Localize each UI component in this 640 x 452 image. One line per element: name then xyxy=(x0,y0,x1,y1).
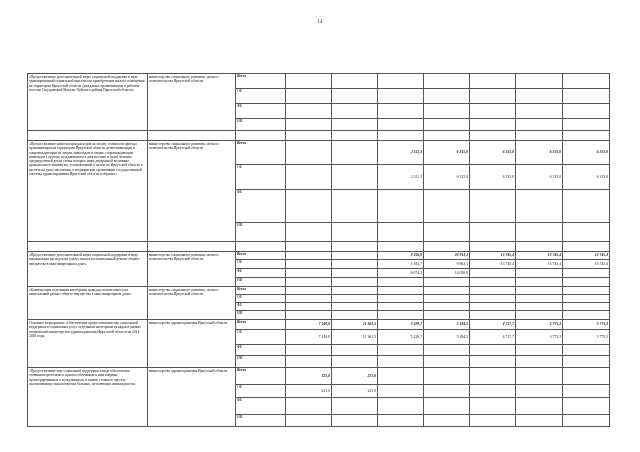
table-row xyxy=(28,320,610,330)
amount-cell xyxy=(286,89,332,104)
amount-cell xyxy=(332,74,378,89)
amount-cell xyxy=(470,345,516,356)
amount-cell xyxy=(563,190,610,223)
amount-cell: 3 775,3 xyxy=(563,320,610,330)
amount-cell: 3 182,7 xyxy=(378,260,424,269)
amount-cell xyxy=(424,295,470,303)
amount-cell xyxy=(424,104,470,119)
amount-cell xyxy=(332,398,378,415)
amount-cell xyxy=(286,345,332,356)
amount-cell xyxy=(516,104,563,119)
amount-cell xyxy=(424,278,470,287)
empty-cell xyxy=(563,131,610,141)
amount-cell xyxy=(563,278,610,287)
amount-cell xyxy=(470,303,516,311)
amount-cell: 6 315,0 xyxy=(516,141,563,165)
row-gap xyxy=(28,242,610,252)
funding-source: ИИ xyxy=(236,119,286,131)
amount-cell xyxy=(332,311,378,320)
amount-cell xyxy=(516,269,563,278)
amount-cell xyxy=(286,278,332,287)
funding-source: ОБ xyxy=(236,165,286,190)
executor-name: министерство социального развития, опеки и попечительства Иркутской области xyxy=(148,141,236,242)
funding-source: ФБ xyxy=(236,303,286,311)
amount-cell xyxy=(286,415,332,427)
funding-source: ФБ xyxy=(236,190,286,223)
amount-cell: 221,0 xyxy=(332,368,378,385)
amount-cell xyxy=(563,385,610,398)
empty-cell xyxy=(470,242,516,252)
amount-cell xyxy=(470,398,516,415)
amount-cell xyxy=(424,119,470,131)
measure-description: «Предоставление компенсации расходов на оплату стоимости проезда проживающим на территории Иркутской области детям-инвалидам и сопровождающим их лицам, инвалидам и лицам, сопровождающим инвалидов I группы, нуждающимся в диагностике и (или) лечении, среднедушевой доход семьи которых ниже двукратной величины прожиточного минимума, установленной в целом по Иркутской области в расчете на душу населения, в медицинские организации государственной системы здравоохранения Иркутской области и обратно» xyxy=(28,141,148,242)
funding-source: Всего xyxy=(236,141,286,165)
amount-cell: 7 149,0 xyxy=(286,330,332,345)
amount-cell xyxy=(470,278,516,287)
amount-cell xyxy=(470,385,516,398)
amount-cell xyxy=(378,190,424,223)
amount-cell xyxy=(332,415,378,427)
amount-cell xyxy=(424,345,470,356)
amount-cell xyxy=(563,223,610,242)
funding-source: Всего xyxy=(236,368,286,385)
amount-cell xyxy=(470,223,516,242)
amount-cell: 11 361,5 xyxy=(332,330,378,345)
amount-cell: 9 863,1 xyxy=(424,260,470,269)
amount-cell xyxy=(332,104,378,119)
amount-cell xyxy=(378,415,424,427)
amount-cell xyxy=(516,356,563,368)
amount-cell: 13 745,4 xyxy=(470,252,516,260)
funding-source: Всего xyxy=(236,74,286,89)
empty-cell xyxy=(148,131,236,141)
funding-source: Всего xyxy=(236,252,286,260)
amount-cell xyxy=(378,278,424,287)
executor-name: министерство социального развития, опеки и попечительства Иркутской области xyxy=(148,287,236,320)
amount-cell: 5 184,5 xyxy=(424,330,470,345)
funding-source: ОБ xyxy=(236,89,286,104)
executor-name: министерство здравоохранения Иркутской области xyxy=(148,368,236,427)
funding-source: ОБ xyxy=(236,330,286,345)
amount-cell xyxy=(470,190,516,223)
amount-cell: 5 229,7 xyxy=(378,330,424,345)
amount-cell xyxy=(424,385,470,398)
empty-cell xyxy=(516,131,563,141)
amount-cell xyxy=(563,104,610,119)
amount-cell xyxy=(424,368,470,385)
measure-description: Основное мероприятие «Обеспечение предоставления мер социальной поддержки и социальных услуг отдельным категориям граждан в рамках полномочий министерства здравоохранения Иркутской области на 2014-2020 годы xyxy=(28,320,148,368)
amount-cell: 221,0 xyxy=(332,385,378,398)
amount-cell xyxy=(378,398,424,415)
funding-source: ФБ xyxy=(236,398,286,415)
amount-cell xyxy=(563,119,610,131)
amount-cell: 6 315,0 xyxy=(424,165,470,190)
amount-cell xyxy=(378,356,424,368)
amount-cell xyxy=(516,311,563,320)
measure-description: «Предоставление дополнительной меры социальной поддержки в виде единовременной социальной выплаты на приобретение жилого помещения на территории Иркутской области гражданам, проживающим в рабочем поселке Сидоровский Мамско-Чуйского района Иркутской области» xyxy=(28,74,148,131)
amount-cell: 6 315,0 xyxy=(516,165,563,190)
executor-name: министерство социального развития, опеки и попечительства Иркутской области xyxy=(148,252,236,287)
amount-cell xyxy=(332,89,378,104)
amount-cell xyxy=(470,89,516,104)
amount-cell xyxy=(516,119,563,131)
amount-cell: 13 745,4 xyxy=(516,252,563,260)
funding-source: ИИ xyxy=(236,223,286,242)
funding-source: Всего xyxy=(236,287,286,295)
amount-cell: 6 315,0 xyxy=(563,141,610,165)
amount-cell xyxy=(470,295,516,303)
amount-cell: 11 361,5 xyxy=(332,320,378,330)
amount-cell xyxy=(516,303,563,311)
amount-cell: 221,0 xyxy=(286,385,332,398)
amount-cell xyxy=(563,295,610,303)
empty-cell xyxy=(470,131,516,141)
amount-cell: 3 775,3 xyxy=(516,320,563,330)
amount-cell xyxy=(332,141,378,165)
amount-cell xyxy=(378,89,424,104)
amount-cell xyxy=(470,269,516,278)
empty-cell xyxy=(28,131,148,141)
amount-cell xyxy=(563,303,610,311)
amount-cell xyxy=(516,287,563,295)
amount-cell xyxy=(424,356,470,368)
amount-cell xyxy=(332,190,378,223)
empty-cell xyxy=(236,131,286,141)
amount-cell xyxy=(286,141,332,165)
amount-cell xyxy=(332,345,378,356)
amount-cell xyxy=(516,190,563,223)
amount-cell xyxy=(286,260,332,269)
amount-cell: 3 775,3 xyxy=(563,330,610,345)
amount-cell: 4 717,7 xyxy=(470,320,516,330)
amount-cell: 13 745,4 xyxy=(516,260,563,269)
amount-cell: 6 315,0 xyxy=(563,165,610,190)
amount-cell xyxy=(516,223,563,242)
amount-cell xyxy=(563,287,610,295)
funding-source: ИИ xyxy=(236,356,286,368)
amount-cell xyxy=(332,269,378,278)
amount-cell xyxy=(424,311,470,320)
amount-cell xyxy=(563,74,610,89)
amount-cell xyxy=(563,345,610,356)
amount-cell xyxy=(332,223,378,242)
amount-cell: 9 256,9 xyxy=(378,252,424,260)
amount-cell: 6 315,0 xyxy=(424,141,470,165)
empty-cell xyxy=(286,131,332,141)
amount-cell xyxy=(286,223,332,242)
amount-cell xyxy=(516,368,563,385)
table-row xyxy=(28,252,610,260)
amount-cell xyxy=(563,368,610,385)
amount-cell xyxy=(378,385,424,398)
funding-source: ФБ xyxy=(236,345,286,356)
amount-cell xyxy=(424,398,470,415)
amount-cell xyxy=(378,311,424,320)
amount-cell xyxy=(563,269,610,278)
amount-cell xyxy=(563,415,610,427)
amount-cell xyxy=(286,104,332,119)
amount-cell xyxy=(470,311,516,320)
amount-cell xyxy=(470,356,516,368)
amount-cell xyxy=(286,356,332,368)
amount-cell xyxy=(424,303,470,311)
empty-cell xyxy=(286,242,332,252)
amount-cell xyxy=(332,303,378,311)
amount-cell xyxy=(286,287,332,295)
funding-source: ИИ xyxy=(236,278,286,287)
amount-cell: 13 745,4 xyxy=(470,260,516,269)
measure-description: «Предоставление мер социальной поддержки в виде обеспечения стомными протезами и приспособлениями к ним впервые прооперированных и нуждающихся в замене стомного протеза паллиативному онкологически больных, не имеющих инвалидности» xyxy=(28,368,148,427)
amount-cell xyxy=(424,415,470,427)
amount-cell xyxy=(516,385,563,398)
amount-cell: 13 745,4 xyxy=(563,260,610,269)
executor-name: министерство здравоохранения Иркутской области xyxy=(148,320,236,368)
funding-source: ОБ xyxy=(236,385,286,398)
amount-cell: 4 717,7 xyxy=(470,330,516,345)
measure-description: «Предоставление дополнительной меры социальной поддержки в виде компенсации расходов на уплату взноса на капитальный ремонт общего имущества в многоквартирном доме» xyxy=(28,252,148,287)
amount-cell xyxy=(516,89,563,104)
amount-cell xyxy=(516,295,563,303)
empty-cell xyxy=(378,131,424,141)
amount-cell: 5 229,7 xyxy=(378,320,424,330)
amount-cell xyxy=(286,398,332,415)
amount-cell: 3 775,3 xyxy=(516,330,563,345)
funding-source: ОБ xyxy=(236,295,286,303)
table-row xyxy=(28,74,610,89)
empty-cell xyxy=(332,131,378,141)
empty-cell xyxy=(424,242,470,252)
amount-cell xyxy=(424,89,470,104)
amount-cell xyxy=(286,74,332,89)
empty-cell xyxy=(516,242,563,252)
amount-cell xyxy=(286,311,332,320)
amount-cell xyxy=(332,165,378,190)
funding-source: ФБ xyxy=(236,104,286,119)
table-row xyxy=(28,141,610,165)
amount-cell xyxy=(470,104,516,119)
amount-cell xyxy=(332,252,378,260)
amount-cell xyxy=(332,119,378,131)
funding-source: ИИ xyxy=(236,311,286,320)
amount-cell: 23 913,1 xyxy=(424,252,470,260)
amount-cell xyxy=(424,190,470,223)
amount-cell xyxy=(378,295,424,303)
amount-cell xyxy=(516,74,563,89)
amount-cell xyxy=(378,303,424,311)
amount-cell: 7 149,0 xyxy=(286,320,332,330)
amount-cell xyxy=(563,398,610,415)
amount-cell: 6 315,0 xyxy=(470,141,516,165)
funding-table xyxy=(27,73,610,427)
amount-cell xyxy=(563,356,610,368)
amount-cell: 2 511,3 xyxy=(378,165,424,190)
amount-cell xyxy=(286,252,332,260)
amount-cell xyxy=(286,295,332,303)
amount-cell xyxy=(424,223,470,242)
amount-cell: 5 184,5 xyxy=(424,320,470,330)
empty-cell xyxy=(378,242,424,252)
amount-cell xyxy=(470,74,516,89)
amount-cell: 6 074,2 xyxy=(378,269,424,278)
amount-cell xyxy=(332,278,378,287)
funding-source: ИИ xyxy=(236,415,286,427)
amount-cell xyxy=(286,303,332,311)
empty-cell xyxy=(563,242,610,252)
funding-source: ОБ xyxy=(236,260,286,269)
amount-cell xyxy=(424,74,470,89)
amount-cell xyxy=(470,119,516,131)
amount-cell xyxy=(286,190,332,223)
amount-cell xyxy=(470,368,516,385)
funding-source: ФБ xyxy=(236,269,286,278)
amount-cell: 6 315,0 xyxy=(470,165,516,190)
amount-cell xyxy=(516,278,563,287)
amount-cell xyxy=(332,356,378,368)
amount-cell xyxy=(516,345,563,356)
empty-cell xyxy=(236,242,286,252)
amount-cell xyxy=(563,89,610,104)
amount-cell xyxy=(286,165,332,190)
empty-cell xyxy=(148,242,236,252)
amount-cell xyxy=(378,74,424,89)
empty-cell xyxy=(332,242,378,252)
amount-cell xyxy=(470,287,516,295)
amount-cell xyxy=(424,287,470,295)
amount-cell xyxy=(332,295,378,303)
amount-cell xyxy=(286,269,332,278)
page-number: 14 xyxy=(317,20,323,25)
amount-cell xyxy=(516,415,563,427)
amount-cell xyxy=(286,119,332,131)
amount-cell xyxy=(470,415,516,427)
amount-cell: 13 745,4 xyxy=(563,252,610,260)
table-row xyxy=(28,368,610,385)
amount-cell: 221,0 xyxy=(286,368,332,385)
amount-cell xyxy=(378,119,424,131)
amount-cell xyxy=(516,398,563,415)
amount-cell: 2 511,3 xyxy=(378,141,424,165)
executor-name: министерство социального развития, опеки и попечительства Иркутской области xyxy=(148,74,236,131)
amount-cell xyxy=(332,260,378,269)
empty-cell xyxy=(424,131,470,141)
amount-cell xyxy=(378,287,424,295)
amount-cell xyxy=(378,104,424,119)
amount-cell xyxy=(563,311,610,320)
empty-cell xyxy=(28,242,148,252)
row-gap xyxy=(28,131,610,141)
measure-description: «Компенсация отдельным категориям граждан оплаты взноса на капитальный ремонт общего имущества в многоквартирном доме» xyxy=(28,287,148,320)
amount-cell xyxy=(332,287,378,295)
amount-cell xyxy=(378,223,424,242)
amount-cell xyxy=(378,345,424,356)
funding-source: Всего xyxy=(236,320,286,330)
amount-cell: 14 050,0 xyxy=(424,269,470,278)
amount-cell xyxy=(378,368,424,385)
table-row xyxy=(28,287,610,295)
